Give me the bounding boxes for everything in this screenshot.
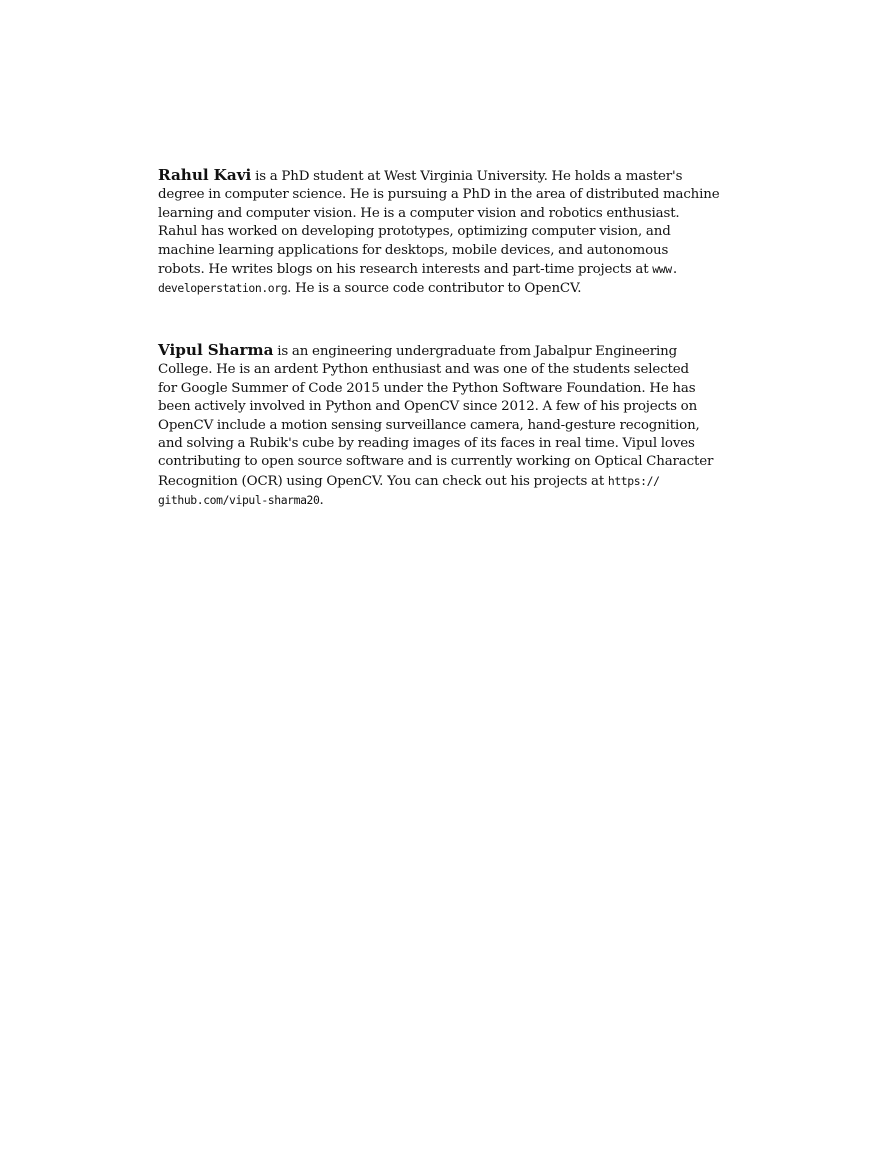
bio-line: for Google Summer of Code 2015 under the Python Software Foundation. He has — [158, 380, 696, 396]
bio-line: and solving a Rubik's cube by reading images of its faces in real time. Vipul loves — [158, 436, 695, 452]
bio-text: . He is a source code contributor to OpenCV. — [287, 281, 582, 297]
bio-line — [158, 260, 736, 279]
bio-text: Recognition (OCR) using OpenCV. You can check out his projects at — [158, 473, 608, 489]
bio-line — [158, 472, 736, 491]
author-name: Rahul Kavi — [158, 166, 252, 184]
bio-line — [158, 279, 736, 298]
bio-line: College. He is an ardent Python enthusiast and was one of the students selected — [158, 362, 689, 378]
bio-text: . — [319, 493, 324, 509]
bio-line: degree in computer science. He is pursuing a PhD in the area of distributed machine — [158, 187, 720, 203]
author-bio-rahul-kavi — [158, 166, 736, 299]
bio-line — [158, 491, 736, 510]
bio-line: OpenCV include a motion sensing surveillance camera, hand-gesture recognition, — [158, 417, 700, 433]
author-bio-vipul-sharma — [158, 341, 736, 511]
author-name: Vipul Sharma — [158, 341, 274, 359]
website-url-part: www. — [652, 262, 679, 277]
bio-line — [158, 166, 736, 186]
bio-line: been actively involved in Python and OpenCV since 2012. A few of his projects on — [158, 399, 698, 415]
bio-line: Rahul has worked on developing prototypes, optimizing computer vision, and — [158, 224, 671, 240]
bio-line — [158, 341, 736, 361]
github-url-part: https:// — [607, 473, 660, 488]
bio-text: robots. He writes blogs on his research interests and part-time projects at — [158, 262, 653, 278]
bio-line: machine learning applications for desktops, mobile devices, and autonomous — [158, 242, 669, 258]
bio-line: contributing to open source software and is currently working on Optical Character — [158, 454, 714, 470]
website-url-part: developerstation.org — [158, 281, 288, 296]
bio-text: is an engineering undergraduate from Jabalpur Engineering — [273, 344, 678, 359]
bio-line: learning and computer vision. He is a computer vision and robotics enthusiast. — [158, 205, 680, 221]
github-url-part: github.com/vipul-sharma20 — [158, 493, 320, 508]
bio-text: is a PhD student at West Virginia University. He holds a master's — [251, 169, 683, 184]
